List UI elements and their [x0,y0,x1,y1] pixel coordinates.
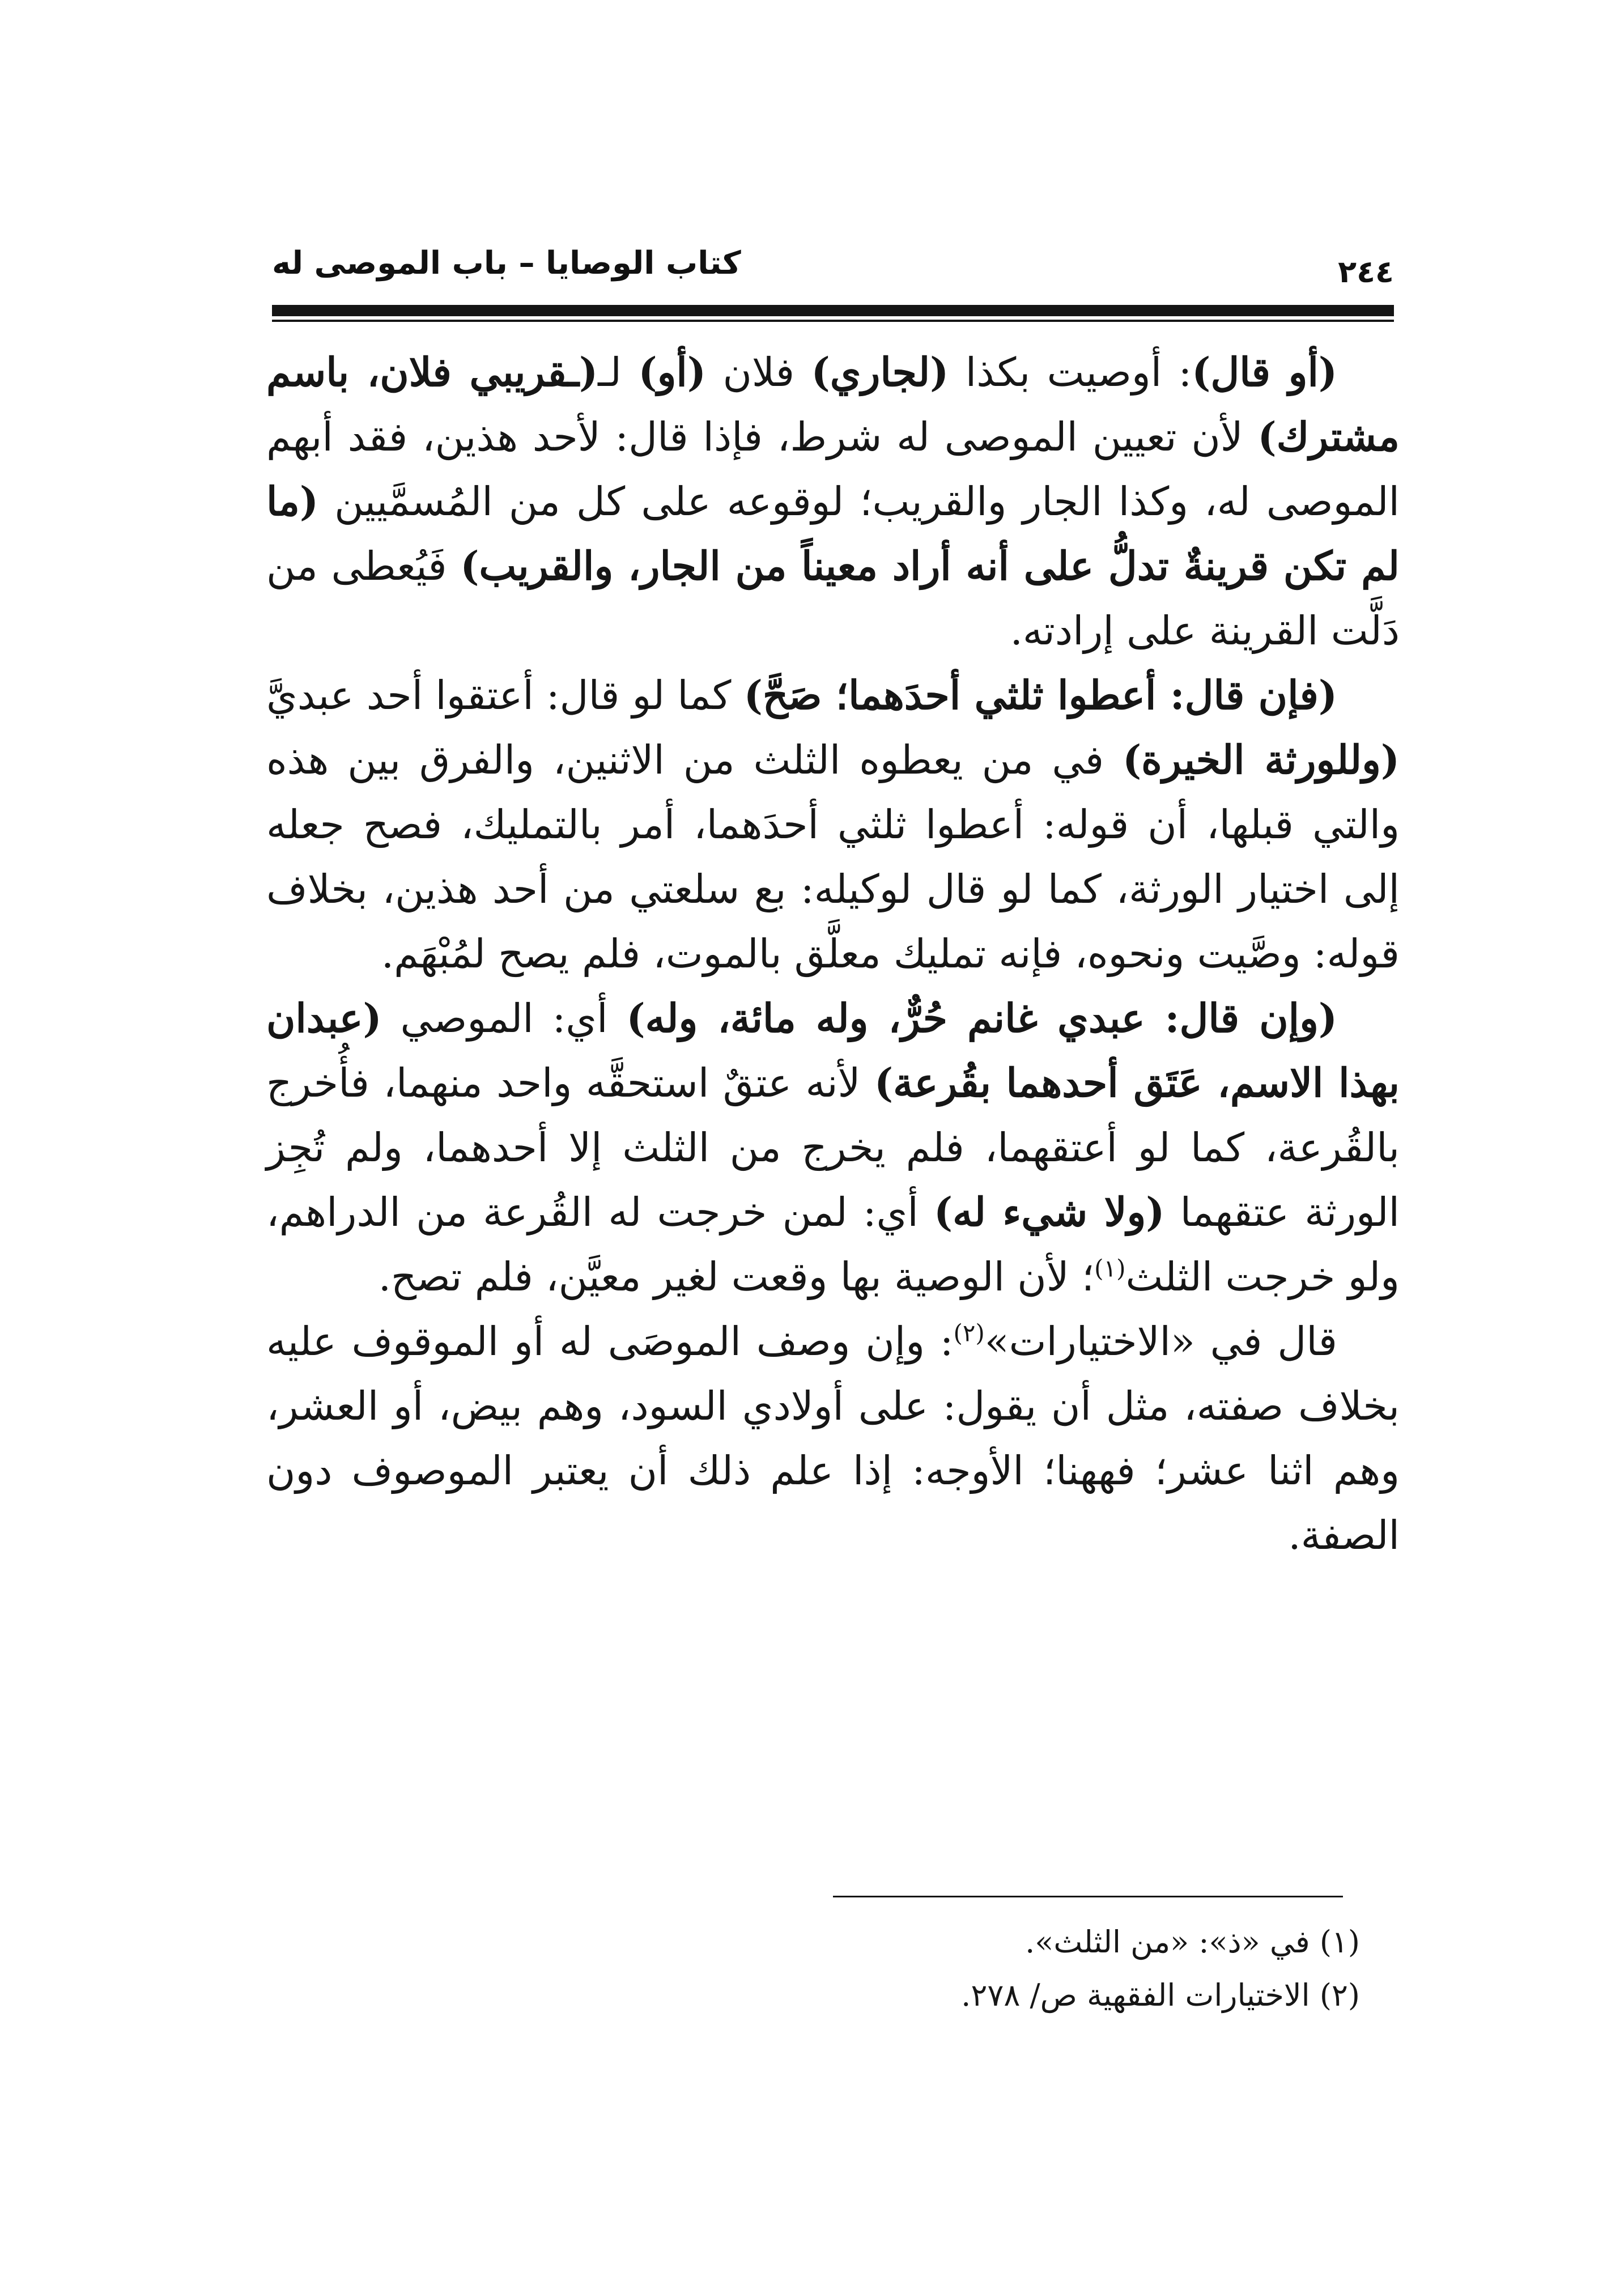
text-segment: أي: لمن خرجت له القُرعة من الدراهم، ولو خرجت الثلث [266,1189,1400,1300]
text-segment-bold: (ما لم تكن قرينةٌ تدلُّ على أنه أراد معيناً من الجار، والقريب) [266,478,1400,589]
text-segment: لـ [598,349,639,396]
text-segment: قال في «الاختيارات» [984,1318,1337,1365]
text-segment: : أوصيت بكذا [949,349,1192,396]
footnote-1: (١) في «ذ»: «من الثلث». [1025,1924,1360,1960]
text-segment: لأن تعيين الموصى له شرط، فإذا قال: لأحد هذين، فقد أبهم الموصى له، وكذا الجار والقريب؛ لوقوعه على كل من المُسمَّيين [266,414,1400,525]
paragraph-2 [266,663,1400,986]
text-segment: أي: الموصي [381,995,627,1042]
running-title: كتاب الوصايا – باب الموصى له [272,245,741,282]
text-segment: : وإن وصف الموصَى له أو الموقوف عليه بخلاف صفته، مثل أن يقول: على أولادي السود، وهم بيض، أو العشر، وهم اثنا عشر؛ فههنا؛ الأوجه: إذا علم ذلك أن يعتبر الموصوف دون الصفة. [266,1318,1400,1559]
footnote-reference[interactable]: (١) [1094,1254,1126,1283]
text-segment: ؛ لأن الوصية بها وقعت لغير معيَّن، فلم تصح. [378,1254,1095,1300]
text-segment-bold: (ـقريبي فلان، باسم مشترك) [266,349,1400,460]
text-segment-bold: (ولا شيء له) [934,1188,1165,1235]
text-segment-bold: (عبدان بهذا الاسم، عَتَق أحدهما بقُرعة) [266,995,1400,1106]
paragraph-4 [266,1309,1400,1568]
text-segment-bold: (وإن قال: عبدي غانم حُرٌّ، وله مائة، وله) [626,995,1337,1042]
text-segment: في من يعطوه الثلث من الاثنين، والفرق بين هذه والتي قبلها، أن قوله: أعطوا ثلثي أحدَهما، أمر بالتمليك، فصح جعله إلى اختيار الورثة، كما لو قال لوكيله: بع سلعتي من أحد هذين، بخلاف قوله: وصَّيت ونحوه، فإنه تمليك معلَّق بالموت، فلم يصح لمُبْهَم. [266,737,1400,977]
text-segment: كما لو قال: أعتقوا أحد عبديَّ [266,672,744,719]
text-segment: فَيُعطى من دَلَّت القرينة على إرادته. [266,543,1400,654]
text-segment-bold: (أو) [638,349,706,396]
text-segment: لأنه عتقٌ استحقَّه واحد منهما، فأُخرج بالقُرعة، كما لو أعتقهما، فلم يخرج من الثلث إلا أحدهما، ولم تُجِز الورثة عتقهما [266,1060,1400,1235]
footnote-2: (٢) الاختيارات الفقهية ص/ ٢٧٨. [961,1977,1360,2013]
text-segment-bold: (فإن قال: أعطوا ثلثي أحدَهما؛ صَحَّ) [743,672,1337,719]
text-segment-bold: (لجاري) [811,349,949,396]
footnote-reference[interactable]: (٢) [953,1319,985,1347]
main-text [266,340,1400,1568]
paragraph-3 [266,986,1400,1309]
text-segment: فلان [705,349,811,396]
paragraph-1 [266,340,1400,663]
header-rule-thin [272,320,1394,322]
text-segment-bold: (وللورثة الخيرة) [1123,736,1400,783]
footnotes [510,1916,1360,2022]
text-segment-bold: (أو قال) [1192,349,1338,396]
footnote-divider [833,1896,1343,1897]
page-header [272,241,1394,303]
header-rule-thick [272,305,1394,316]
page-number: ٢٤٤ [1338,254,1394,290]
